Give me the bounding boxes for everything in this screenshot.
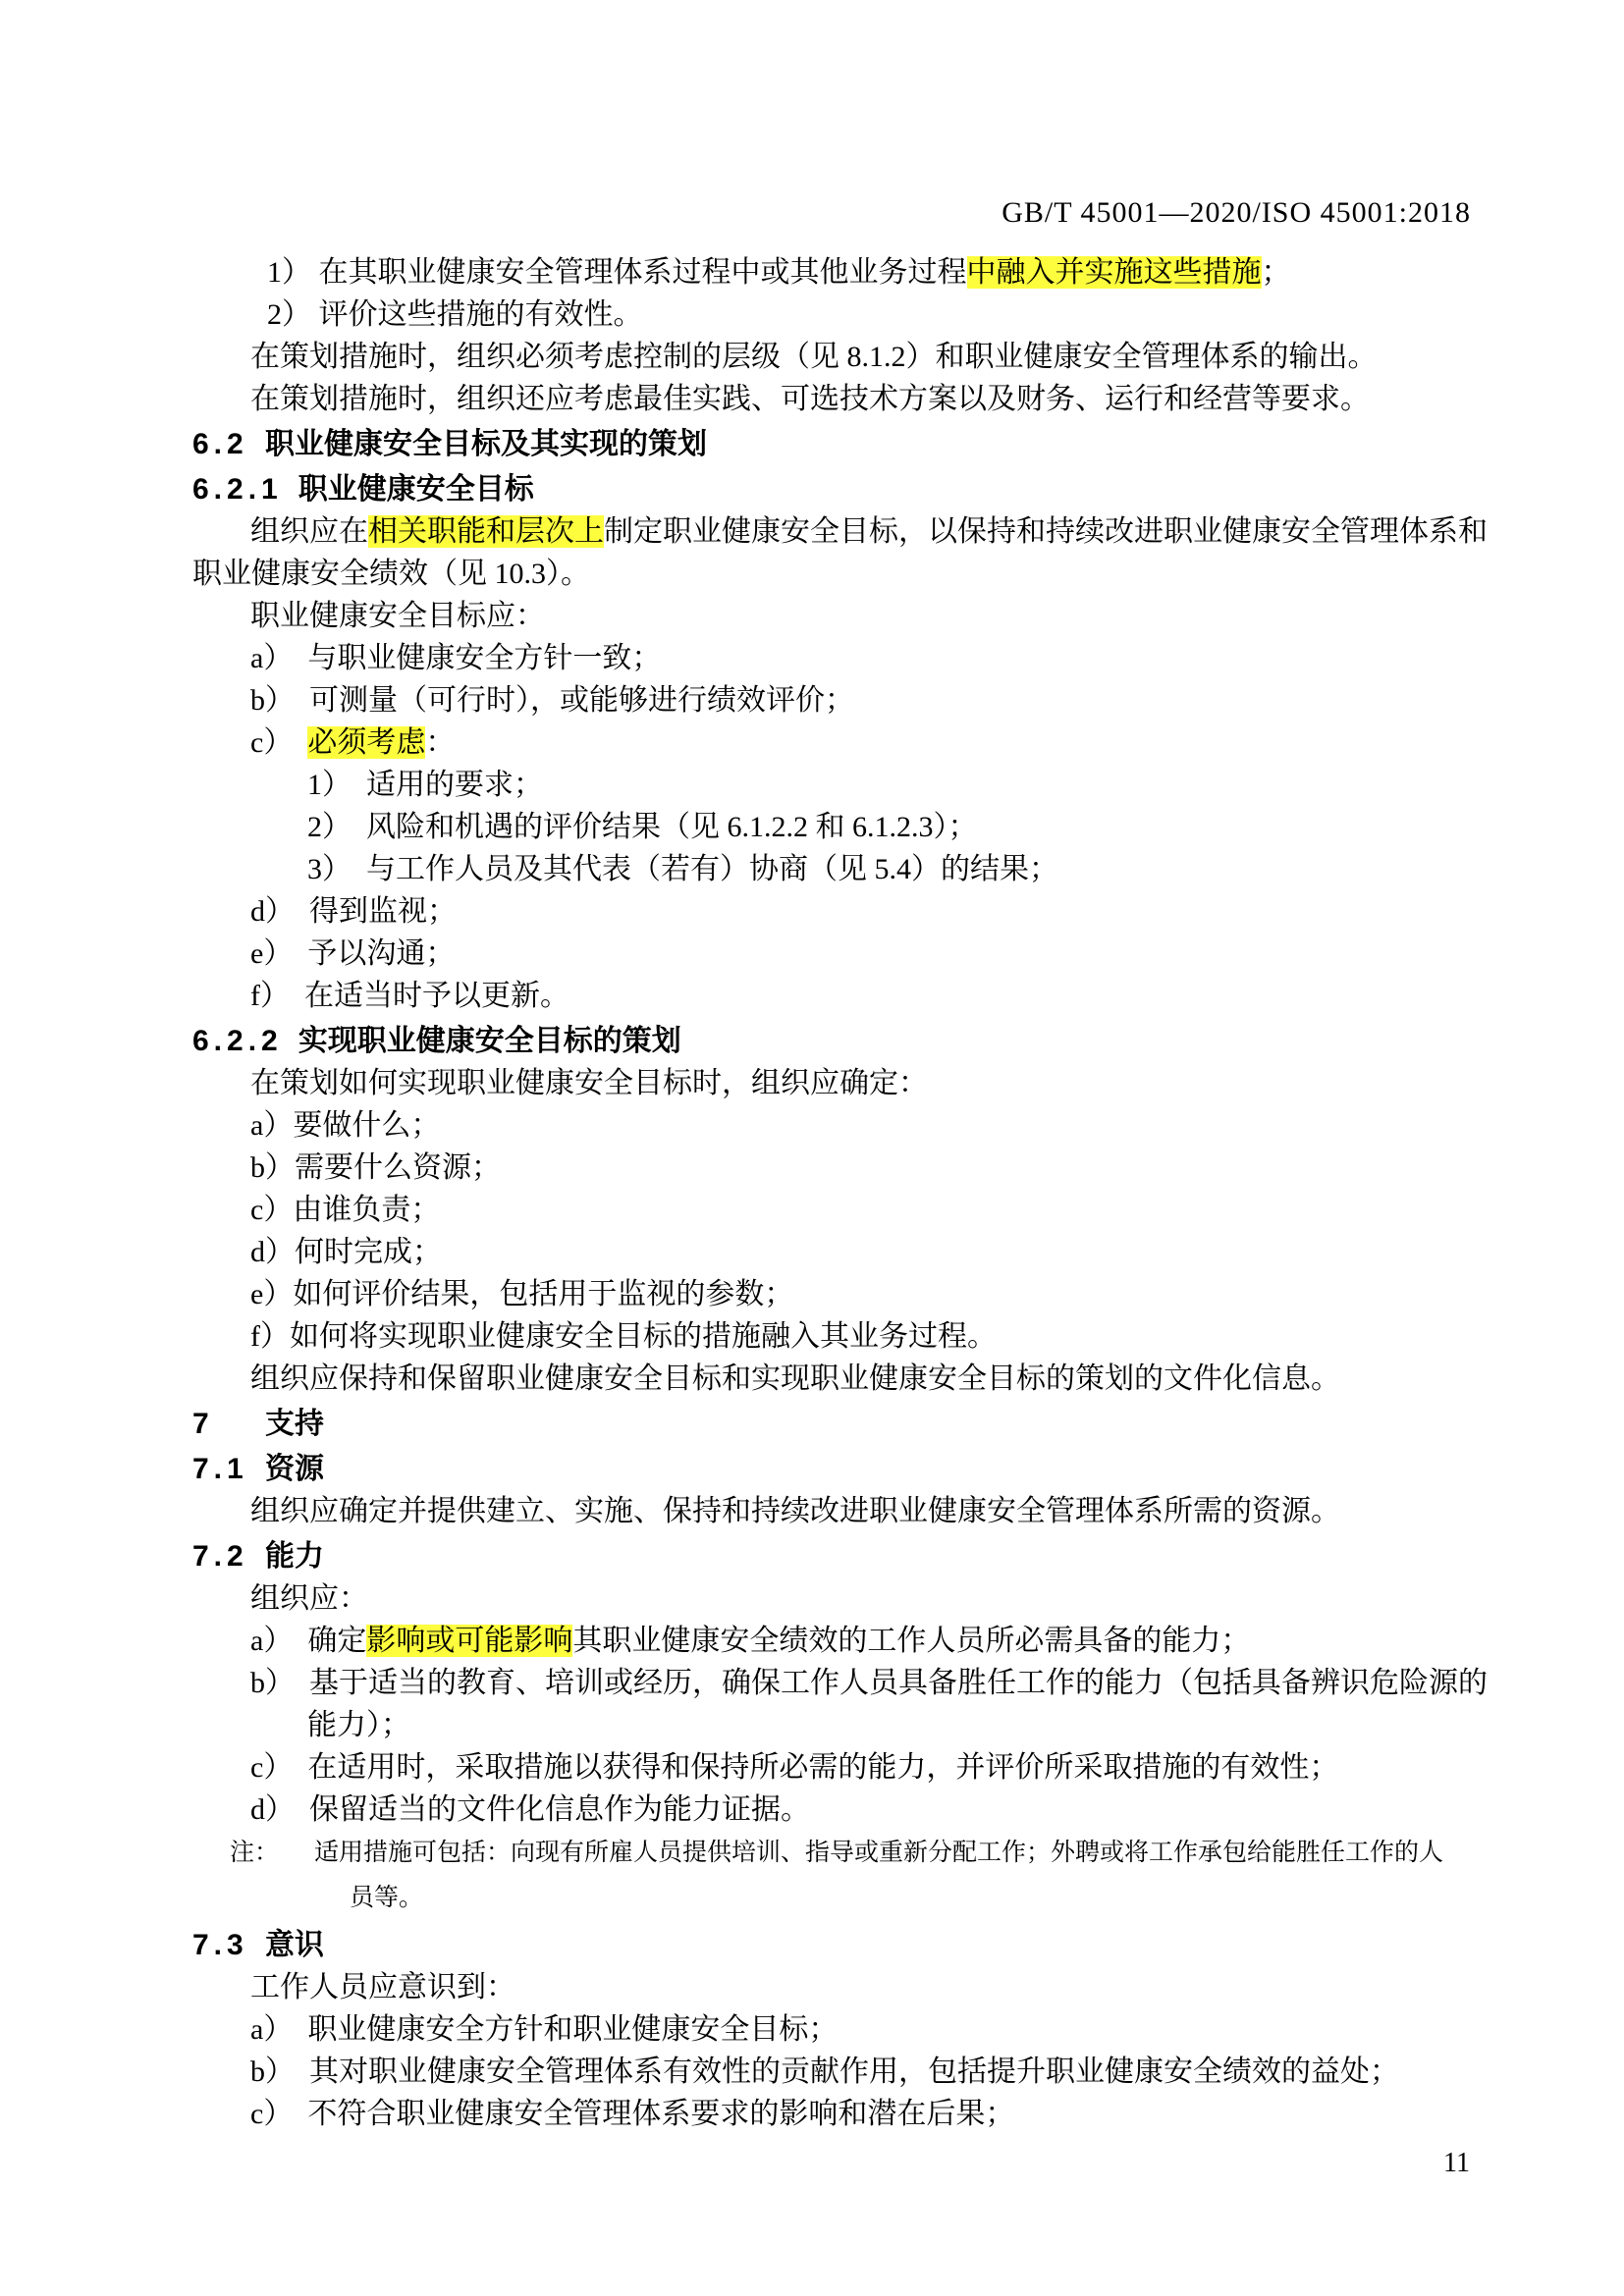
- text-run: 组织应在: [250, 515, 368, 548]
- text-run: 在策划如何实现职业健康安全目标时，组织应确定：: [250, 1067, 928, 1099]
- text-run: 组织应：: [250, 1582, 368, 1615]
- text-line: [192, 595, 1457, 637]
- text-line: [192, 2051, 1457, 2093]
- text-run: 适用措施可包括：向现有所雇人员提供培训、指导或重新分配工作；外聘或将工作承包给能胜任工作的人: [314, 1840, 1444, 1866]
- text-run: 实现职业健康安全目标的策划: [298, 1025, 681, 1057]
- section-heading: [192, 1535, 1457, 1577]
- text-run: 能力: [265, 1540, 324, 1573]
- document-body: [192, 251, 1488, 2135]
- text-line: [192, 251, 1457, 294]
- text-line: [192, 637, 1457, 679]
- standard-number-header: GB/T 45001—2020/ISO 45001:2018: [1001, 196, 1471, 229]
- text-run: 组织应确定并提供建立、实施、保持和持续改进职业健康安全管理体系所需的资源。: [250, 1495, 1340, 1527]
- text-run: b）需要什么资源；: [250, 1151, 501, 1184]
- text-run: 员等。: [350, 1885, 424, 1911]
- text-run: ；: [1261, 256, 1291, 289]
- text-run: b） 可测量（可行时），或能够进行绩效评价；: [250, 684, 854, 717]
- highlighted-text: 必须考虑: [307, 726, 426, 759]
- text-run: 2） 风险和机遇的评价结果（见 6.1.2.2 和 6.1.2.3）；: [307, 811, 978, 843]
- text-run: a） 确定: [250, 1625, 367, 1657]
- heading-number: 7.3: [192, 1929, 248, 1961]
- text-line: [192, 1315, 1457, 1358]
- note-line: [192, 1876, 1457, 1921]
- text-run: d） 得到监视；: [250, 895, 457, 928]
- text-run: 职业健康安全目标: [298, 473, 534, 506]
- text-run: 职业健康安全目标及其实现的策划: [265, 428, 707, 460]
- text-line: [192, 721, 1457, 764]
- page-number: 11: [1443, 2148, 1470, 2178]
- text-run: 2） 评价这些措施的有效性。: [267, 298, 643, 331]
- note-label: 注：: [230, 1840, 280, 1866]
- text-line: [192, 1189, 1457, 1231]
- text-line: [192, 764, 1457, 806]
- text-run: 1） 在其职业健康安全管理体系过程中或其他业务过程: [267, 256, 967, 289]
- section-heading: [192, 1020, 1457, 1062]
- text-run: 意识: [265, 1929, 324, 1961]
- text-line: [192, 1704, 1457, 1746]
- text-run: 在策划措施时，组织必须考虑控制的层级（见 8.1.2）和职业健康安全管理体系的输出。: [250, 341, 1378, 373]
- text-line: [192, 1358, 1457, 1400]
- text-line: [192, 1147, 1457, 1189]
- text-line: [192, 1662, 1488, 1704]
- text-line: [192, 2008, 1457, 2051]
- highlighted-text: 影响或可能影响: [366, 1625, 573, 1657]
- text-line: [192, 1966, 1457, 2008]
- text-run: ：: [425, 726, 456, 759]
- text-run: e）如何评价结果，包括用于监视的参数；: [250, 1278, 794, 1310]
- text-line: [192, 1620, 1457, 1662]
- heading-number: 6.2.1: [192, 473, 283, 506]
- text-run: 支持: [265, 1408, 324, 1440]
- text-run: 职业健康安全目标应：: [250, 600, 545, 632]
- text-run: c）: [250, 726, 308, 759]
- text-run: 3） 与工作人员及其代表（若有）协商（见 5.4）的结果；: [307, 853, 1058, 885]
- text-run: 组织应保持和保留职业健康安全目标和实现职业健康安全目标的策划的文件化信息。: [250, 1362, 1340, 1395]
- text-line: [192, 848, 1457, 890]
- text-line: [192, 1789, 1457, 1831]
- text-run: a） 职业健康安全方针和职业健康安全目标；: [250, 2013, 839, 2046]
- section-heading: [192, 1924, 1457, 1966]
- text-line: [192, 510, 1488, 553]
- text-run: b） 其对职业健康安全管理体系有效性的贡献作用，包括提升职业健康安全绩效的益处；: [250, 2056, 1399, 2088]
- text-run: b） 基于适当的教育、培训或经历，确保工作人员具备胜任工作的能力（包括具备辨识危险源的: [250, 1667, 1488, 1699]
- text-run: 其职业健康安全绩效的工作人员所必需具备的能力；: [572, 1625, 1251, 1657]
- text-run: 制定职业健康安全目标，以保持和持续改进职业健康安全管理体系和: [604, 515, 1488, 548]
- text-line: [192, 336, 1457, 378]
- highlighted-text: 中融入并实施这些措施: [966, 256, 1262, 289]
- text-run: f） 在适当时予以更新。: [250, 980, 569, 1012]
- text-line: [192, 890, 1457, 933]
- text-line: [192, 1062, 1457, 1104]
- text-run: 资源: [265, 1453, 324, 1485]
- section-heading: [192, 468, 1457, 510]
- text-run: a）要做什么；: [250, 1109, 441, 1142]
- text-line: [192, 378, 1457, 420]
- text-line: [192, 1577, 1457, 1620]
- text-run: c）由谁负责；: [250, 1194, 441, 1226]
- text-line: [192, 1273, 1457, 1315]
- text-line: [192, 2093, 1457, 2135]
- text-run: 在策划措施时，组织还应考虑最佳实践、可选技术方案以及财务、运行和经营等要求。: [250, 383, 1370, 415]
- text-line: [192, 553, 1457, 595]
- note-line: [192, 1831, 1457, 1876]
- heading-number: 6.2.2: [192, 1025, 283, 1057]
- text-run: 职业健康安全绩效（见 10.3）。: [192, 558, 590, 590]
- text-run: e） 予以沟通；: [250, 937, 456, 970]
- text-line: [192, 1490, 1457, 1532]
- section-heading: [192, 1448, 1457, 1490]
- text-run: d）何时完成；: [250, 1236, 442, 1268]
- section-heading: [192, 423, 1457, 465]
- text-run: d） 保留适当的文件化信息作为能力证据。: [250, 1793, 810, 1826]
- text-run: c） 不符合职业健康安全管理体系要求的影响和潜在后果；: [250, 2098, 1015, 2130]
- heading-number: 7.1: [192, 1453, 248, 1485]
- text-line: [192, 1104, 1457, 1147]
- text-line: [192, 933, 1457, 975]
- text-run: 1） 适用的要求；: [307, 769, 543, 801]
- text-line: [192, 1746, 1457, 1789]
- text-line: [192, 1231, 1457, 1273]
- text-line: [192, 806, 1457, 848]
- heading-number: 6.2: [192, 428, 248, 460]
- text-line: [192, 975, 1457, 1017]
- text-run: 工作人员应意识到：: [250, 1971, 515, 2003]
- highlighted-text: 相关职能和层次上: [368, 515, 604, 548]
- text-line: [192, 679, 1457, 721]
- heading-number: 7: [192, 1408, 214, 1440]
- section-heading: [192, 1403, 1457, 1445]
- text-line: [192, 294, 1457, 336]
- text-run: f）如何将实现职业健康安全目标的措施融入其业务过程。: [250, 1320, 997, 1353]
- heading-number: 7.2: [192, 1540, 248, 1573]
- text-run: 能力）；: [307, 1709, 410, 1741]
- text-run: c） 在适用时，采取措施以获得和保持所必需的能力，并评价所采取措施的有效性；: [250, 1751, 1339, 1784]
- text-run: a） 与职业健康安全方针一致；: [250, 642, 662, 674]
